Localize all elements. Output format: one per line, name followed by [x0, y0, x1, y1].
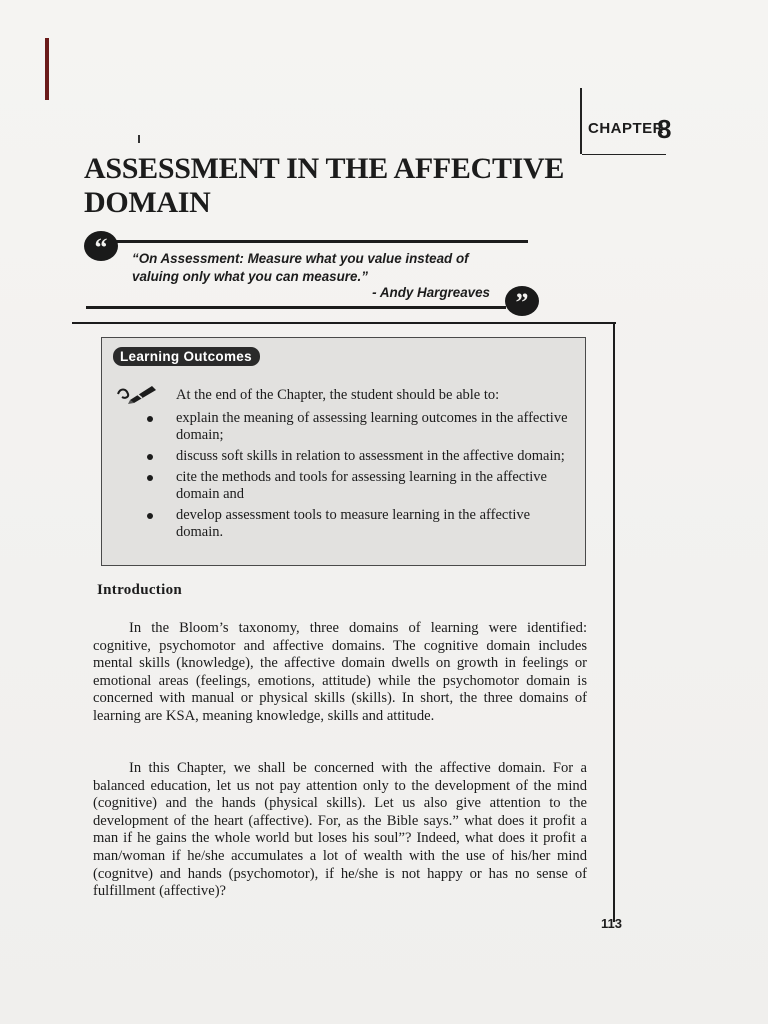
outcome-text: develop assessment tools to measure learning in the affective domain. [176, 507, 531, 540]
chapter-title: ASSESSMENT IN THE AFFECTIVE DOMAIN [84, 152, 565, 219]
bullet-icon [147, 513, 153, 519]
epigraph-author: - Andy Hargreaves [372, 285, 490, 300]
open-quote-icon: “ [84, 231, 118, 261]
list-item [146, 469, 576, 503]
learning-outcomes-list [146, 410, 576, 545]
list-item [146, 448, 576, 465]
quote-rule-top [112, 240, 528, 243]
bullet-icon [147, 416, 153, 422]
pen-writing-icon [116, 382, 158, 404]
chapter-rule-horizontal [582, 154, 666, 155]
bullet-icon [147, 454, 153, 460]
close-quote-icon: ” [505, 286, 539, 316]
chapter-label: CHAPTER [588, 120, 665, 137]
outcome-text: discuss soft skills in relation to assessment in the affective domain; [176, 448, 565, 464]
introduction-heading: Introduction [97, 582, 183, 598]
content-frame-top [72, 322, 616, 324]
stray-mark [138, 135, 140, 143]
learning-outcomes-intro: At the end of the Chapter, the student should be able to: [176, 387, 500, 403]
chapter-rule-vertical [580, 88, 582, 154]
epigraph-quote: “On Assessment: Measure what you value instead of valuing only what you can measure.” [132, 251, 469, 284]
learning-outcomes-label: Learning Outcomes [113, 347, 260, 366]
quote-rule-bottom [86, 306, 506, 309]
introduction-paragraph-1: In the Bloom’s taxonomy, three domains of learning were identified: cognitive, psychomotor and affective domains. The cognitive domain includes mental skills (knowledge), the affective domain dwells on growth in feelings or emotional areas (feelings, emotions, attitude) while the psychomotor domain is concerned with manual or physical skills (skills). In short, the three domains of learning are KSA, meaning knowledge, skills and attitude. [93, 620, 587, 724]
outcome-text: explain the meaning of assessing learning outcomes in the affective domain; [176, 410, 568, 443]
binding-mark [45, 38, 49, 100]
list-item [146, 410, 576, 444]
content-frame-right [613, 322, 615, 922]
list-item [146, 507, 576, 541]
introduction-paragraph-2: In this Chapter, we shall be concerned with the affective domain. For a balanced education, let us not pay attention only to the development of the mind (cognitive) and the hands (physical skills). Let us also give attention to the development of the heart (affective). For, as the Bible says.” what does it profit a man if he gains the whole world but loses his soul”? Indeed, what does it profit a man/woman if he/she accumulates a lot of wealth with the use of his/her mind (cognitve) and hands (psychomotor), if he/she is not happy or has no sense of fulfillment (affective)? [93, 760, 587, 900]
page-number: 113 [601, 916, 622, 931]
outcome-text: cite the methods and tools for assessing learning in the affective domain and [176, 469, 547, 502]
bullet-icon [147, 475, 153, 481]
chapter-number: 8 [657, 114, 672, 144]
